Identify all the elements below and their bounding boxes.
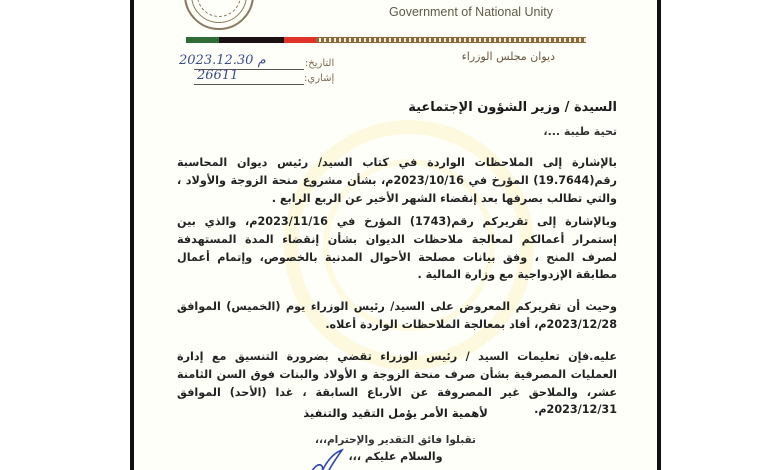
closing-regards: تقبلوا فائق التقدير والإحترام،،، xyxy=(315,434,476,446)
handwritten-ref-number: 26611 xyxy=(197,68,239,83)
office-name: ديوان مجلس الوزراء xyxy=(461,50,555,63)
paragraph-3: وحيث أن تقريركم المعروض على السيد/ رئيس الوزراء يوم (الخميس) الموافق 2023/12/28م، أفاد بمعالجة الملاحظات الواردة أعلاه. xyxy=(177,300,617,331)
paragraph-2: وبالإشارة إلى تقريركم رقم(1743) المؤرخ في 2023/11/16م، والذي بين إستمرار أعمالكم لمعالجة ملاحظات الديوان بشأن إنقضاء المدة المستهدفة لصرف المنح ، وفق بيانات مصلحة الأحوال المدنية بالخصوص، وإتمام أعمال مطابقة الإزدواجية مع وزارة المالية . xyxy=(177,215,617,282)
closing-salutation: والسلام عليكم ،،، xyxy=(348,450,443,463)
greeting: تحية طيبة ...، xyxy=(543,125,617,138)
flag-divider xyxy=(186,37,586,43)
paragraph-4: عليه.فإن تعليمات السيد / رئيس الوزراء تقضي بضرورة التنسيق مع إدارة العمليات المصرفية بشأن صرف منحة الزوجة و الأولاد والبنات فوق السن الثامنة عشر، والملاحق غير المصروفة عن الأرباع السابقة ، غدا (الأحد) الموافق 2023/12/31م. xyxy=(177,350,617,417)
government-name-en: Government of National Unity xyxy=(389,5,553,19)
government-seal-icon xyxy=(184,0,254,30)
handwritten-date: 2023.12.30 م xyxy=(179,53,266,68)
signature-icon xyxy=(306,448,346,470)
letter-page xyxy=(130,0,661,470)
emphasis-line: لأهمية الأمر يؤمل التقيد والتنفيذ xyxy=(303,406,488,420)
date-label: التاريخ: xyxy=(304,58,335,69)
paragraph-1: بالإشارة إلى الملاحظات الواردة في كتاب السيد/ رئيس ديوان المحاسبة رقم(19.7644) المؤرخ في 2023/10/16م، بشأن مشروع منحة الزوجة والأولاد ، والتي تطالب بصرفها بعد إنقضاء الشهر الأخير عن الربع الرابع . xyxy=(177,156,617,205)
flag-black-band xyxy=(219,37,284,43)
reference-labels xyxy=(304,56,334,86)
chain-border xyxy=(316,37,586,43)
addressee: السيدة / وزير الشؤون الإجتماعية xyxy=(408,100,617,115)
ref-label: إشاري: xyxy=(304,73,335,84)
flag-red-band xyxy=(284,37,316,43)
ref-underline xyxy=(194,84,304,85)
flag-green-band xyxy=(186,37,219,43)
